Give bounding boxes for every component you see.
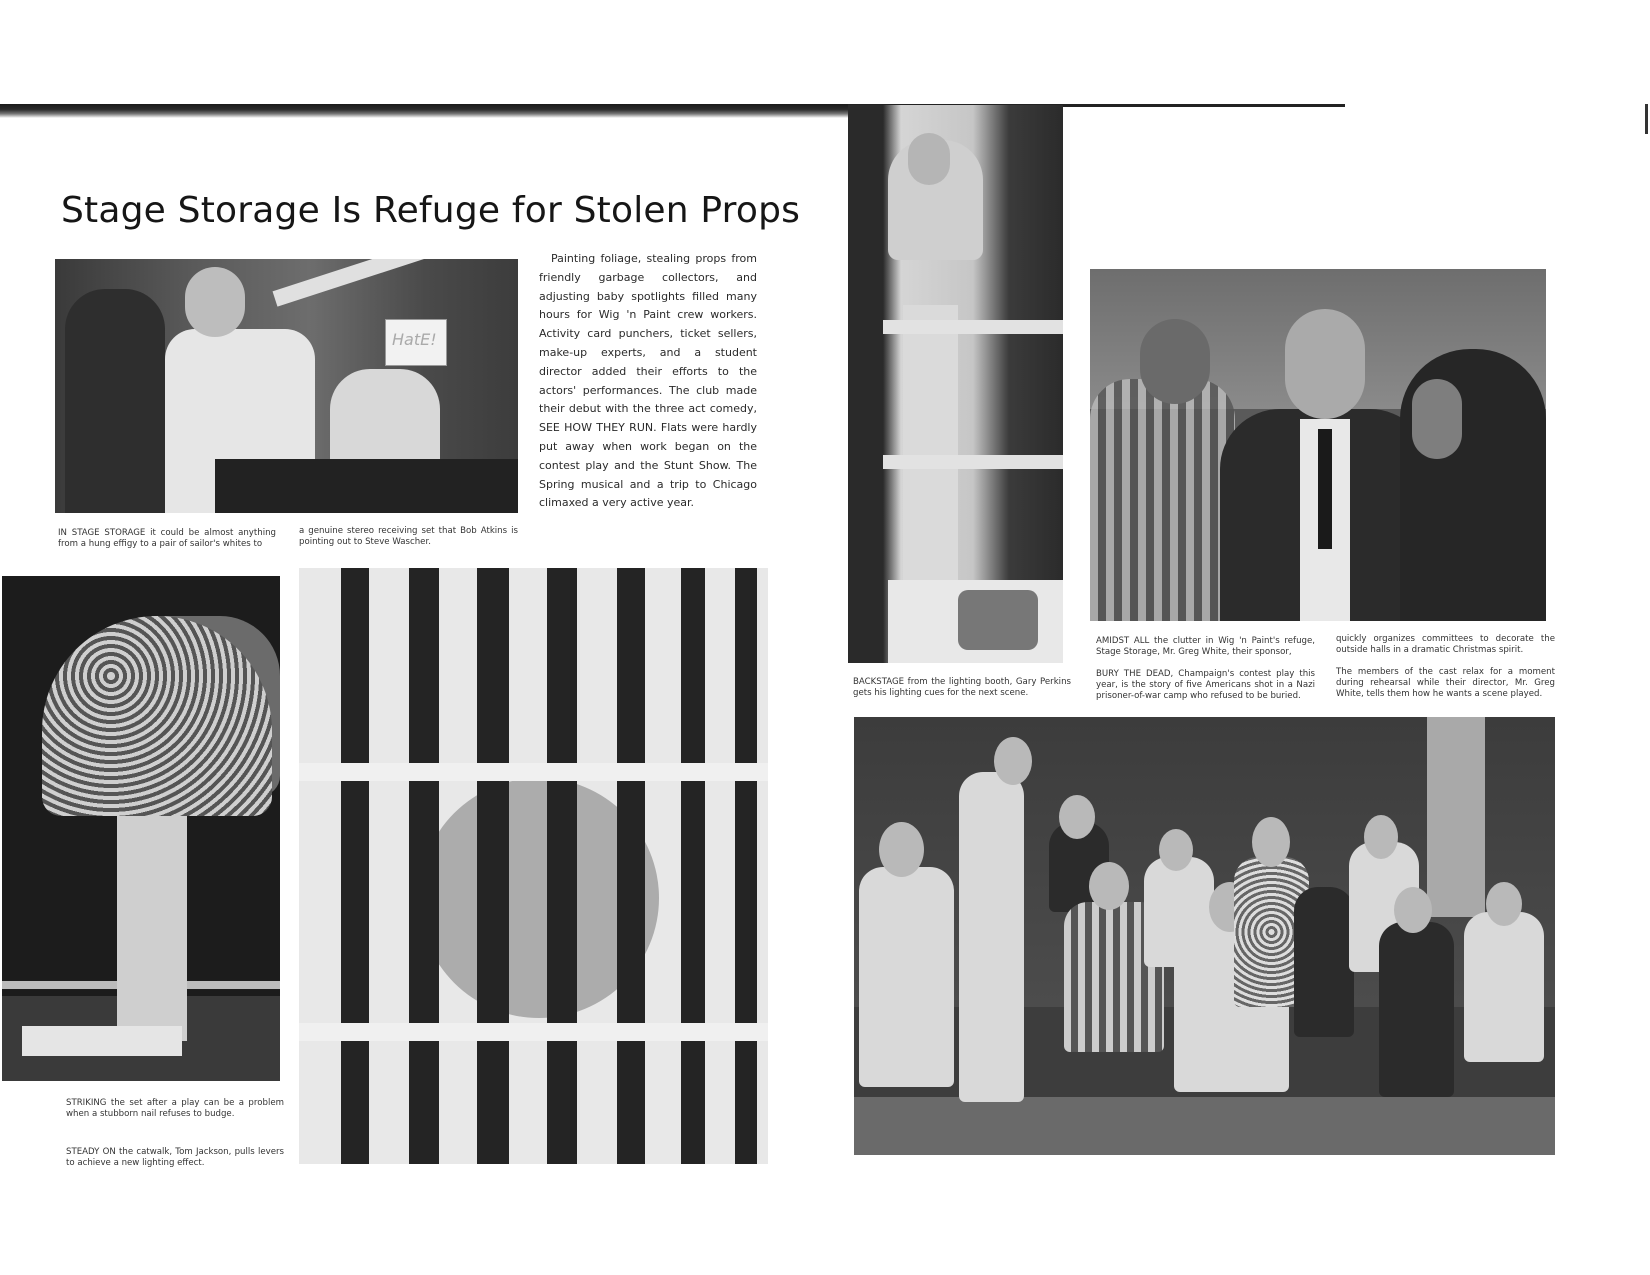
photo-pointing-arm [273, 259, 459, 307]
photo-amidst-all [1090, 269, 1546, 621]
photo-figure-head [1159, 829, 1193, 871]
caption-stage-storage-part2: a genuine stereo receiving set that Bob Atkins is pointing out to Steve Wascher. [299, 526, 518, 547]
caption-amidst-all-part2: quickly organizes committees to decorate the outside halls in a dramatic Christmas spirit. [1336, 634, 1555, 655]
photo-bar-shadow [617, 568, 645, 1164]
photo-stage-storage [55, 259, 518, 513]
page-top-edge-left [0, 104, 848, 118]
photo-figure [859, 867, 954, 1087]
photo-figure-tie [1318, 429, 1332, 549]
caption-cast-relax: The members of the cast relax for a moment during rehearsal while their director, Mr. Greg White, tells them how he wants a scene played. [1336, 667, 1555, 699]
photo-bar-shadow [681, 568, 705, 1164]
photo-figure [1379, 922, 1454, 1097]
photo-figure [65, 289, 165, 513]
caption-stage-storage-part1: IN STAGE STORAGE it could be almost anything from a hung effigy to a pair of sailor's whites to [58, 528, 276, 549]
photo-figure-head [1252, 817, 1290, 867]
photo-figure [1464, 912, 1544, 1062]
caption-bury-the-dead: BURY THE DEAD, Champaign's contest play this year, is the story of five Americans shot in a Nazi prisoner-of-war camp who refused to be buried. [1096, 669, 1315, 701]
photo-figure-head [879, 822, 924, 877]
page-edge-mark [1645, 104, 1648, 134]
photo-sign [385, 319, 447, 366]
photo-figure-head [994, 737, 1032, 785]
photo-figure [330, 369, 440, 469]
photo-floor [854, 1097, 1555, 1155]
page-title: Stage Storage Is Refuge for Stolen Props [61, 190, 801, 231]
photo-figure-head [1364, 815, 1398, 859]
photo-figure-head [1412, 379, 1462, 459]
photo-stereo-set [215, 459, 518, 513]
photo-figure-head [908, 133, 950, 185]
photo-sign-text: HatE! [392, 330, 437, 349]
photo-cast-rehearsal [854, 717, 1555, 1155]
caption-amidst-all-part1: AMIDST ALL the clutter in Wig 'n Paint's refuge, Stage Storage, Mr. Greg White, their sponsor, [1096, 636, 1315, 657]
article-body: Painting foliage, stealing props from friendly garbage collectors, and adjusting baby spotlights filled many hours for Wig 'n Paint crew workers. Activity card punchers, ticket sellers, make-up experts, and a student director added their efforts to the actors' performances. The club made their debut with the three act comedy, SEE HOW THEY RUN. Flats were hardly put away when work began on the contest play and the Stunt Show. The Spring musical and a trip to Chicago climaxed a very active year. [539, 252, 757, 510]
photo-bar-shadow [409, 568, 439, 1164]
photo-figure-legs [117, 811, 187, 1041]
caption-backstage: BACKSTAGE from the lighting booth, Gary Perkins gets his lighting cues for the next scene. [853, 677, 1071, 698]
photo-figure [959, 772, 1024, 1102]
photo-pillar [1427, 717, 1485, 917]
photo-bar-shadow [477, 568, 509, 1164]
photo-cable-reel [958, 590, 1038, 650]
photo-figure-head [1285, 309, 1365, 419]
photo-figure-head [1059, 795, 1095, 839]
photo-figure-plaid [1090, 379, 1235, 621]
photo-figure-head [1486, 882, 1522, 926]
photo-bar-shadow [735, 568, 757, 1164]
photo-rail [883, 455, 1063, 469]
caption-steady-on: STEADY ON the catwalk, Tom Jackson, pulls levers to achieve a new lighting effect. [66, 1147, 284, 1168]
photo-bar-shadow [341, 568, 369, 1164]
photo-backstage [848, 105, 1063, 663]
photo-figure [1294, 887, 1354, 1037]
photo-figure-head [185, 267, 245, 337]
photo-figure-head [1089, 862, 1129, 910]
photo-crossbar [299, 1023, 768, 1041]
photo-board [22, 1026, 182, 1056]
caption-striking: STRIKING the set after a play can be a problem when a stubborn nail refuses to budge. [66, 1098, 284, 1119]
photo-crossbar [299, 763, 768, 781]
photo-figure-pants [903, 305, 958, 585]
photo-rail [883, 320, 1063, 334]
photo-figure-head [1394, 887, 1432, 933]
photo-figure-head [1140, 319, 1210, 404]
photo-catwalk [299, 568, 768, 1164]
photo-striking [2, 576, 280, 1081]
photo-bar-shadow [547, 568, 577, 1164]
